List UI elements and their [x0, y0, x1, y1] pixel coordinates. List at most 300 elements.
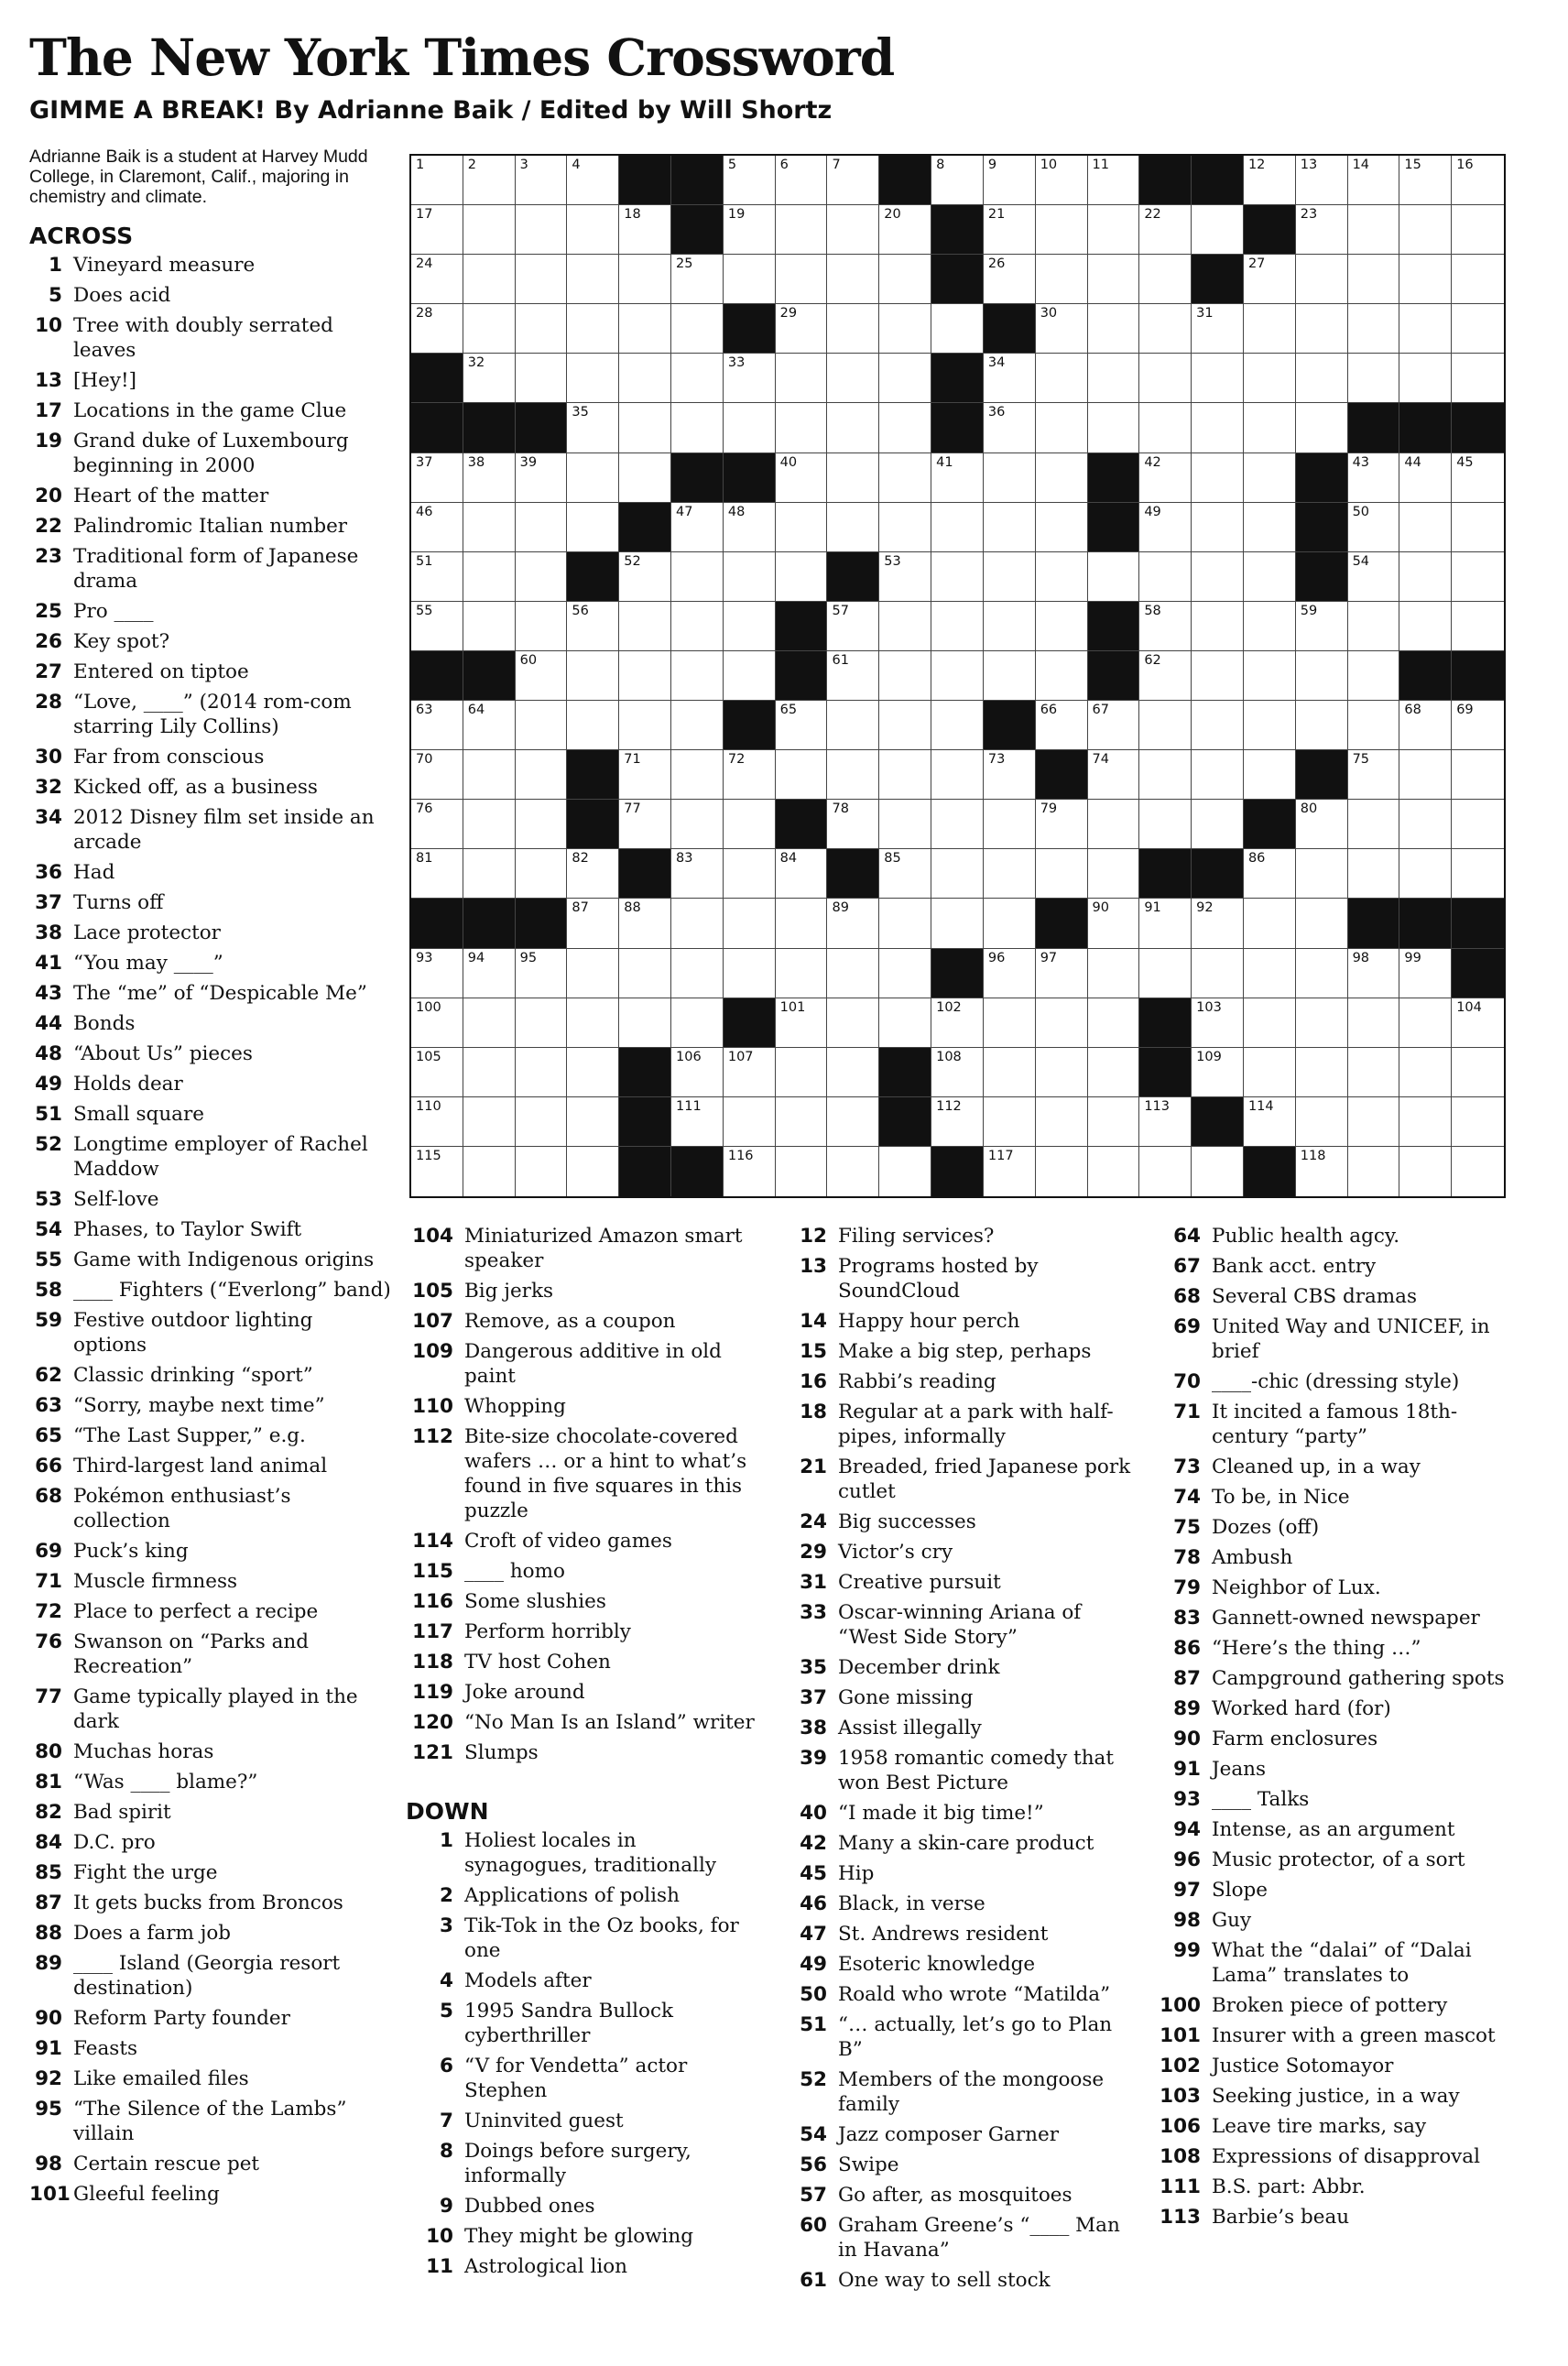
- grid-cell[interactable]: [671, 651, 724, 701]
- grid-cell[interactable]: [516, 602, 568, 651]
- grid-cell[interactable]: [1348, 602, 1400, 651]
- grid-cell[interactable]: [516, 1147, 568, 1196]
- grid-cell[interactable]: [1348, 849, 1400, 899]
- grid-cell[interactable]: [1348, 255, 1400, 304]
- grid-cell[interactable]: [567, 403, 619, 452]
- grid-cell[interactable]: [619, 750, 671, 800]
- grid-cell[interactable]: [984, 156, 1036, 205]
- grid-cell[interactable]: [1348, 1097, 1400, 1147]
- grid-cell[interactable]: [827, 949, 879, 998]
- grid-cell[interactable]: [619, 255, 671, 304]
- grid-cell[interactable]: [1192, 1048, 1244, 1097]
- grid-cell[interactable]: [1192, 602, 1244, 651]
- grid-cell[interactable]: [1139, 602, 1192, 651]
- grid-cell[interactable]: [1244, 156, 1296, 205]
- grid-cell[interactable]: [1452, 602, 1504, 651]
- grid-cell[interactable]: [1244, 304, 1296, 354]
- grid-cell[interactable]: [1192, 205, 1244, 255]
- grid-cell[interactable]: [671, 602, 724, 651]
- grid-cell[interactable]: [827, 750, 879, 800]
- grid-cell[interactable]: [671, 503, 724, 552]
- grid-cell[interactable]: [463, 1097, 516, 1147]
- grid-cell[interactable]: [776, 899, 828, 948]
- grid-cell[interactable]: [671, 403, 724, 452]
- grid-cell[interactable]: [1244, 949, 1296, 998]
- grid-cell[interactable]: [879, 701, 931, 750]
- grid-cell[interactable]: [1296, 304, 1348, 354]
- grid-cell[interactable]: [516, 800, 568, 849]
- grid-cell[interactable]: [1088, 1097, 1140, 1147]
- grid-cell[interactable]: [463, 156, 516, 205]
- grid-cell[interactable]: [984, 503, 1036, 552]
- grid-cell[interactable]: [1452, 1147, 1504, 1196]
- grid-cell[interactable]: [984, 800, 1036, 849]
- grid-cell[interactable]: [879, 1147, 931, 1196]
- grid-cell[interactable]: [671, 354, 724, 403]
- grid-cell[interactable]: [1348, 998, 1400, 1048]
- grid-cell[interactable]: [724, 899, 776, 948]
- grid-cell[interactable]: [1088, 1048, 1140, 1097]
- grid-cell[interactable]: [463, 255, 516, 304]
- grid-cell[interactable]: [619, 453, 671, 503]
- grid-cell[interactable]: [1399, 503, 1452, 552]
- grid-cell[interactable]: [619, 304, 671, 354]
- grid-cell[interactable]: [776, 304, 828, 354]
- grid-cell[interactable]: [1399, 701, 1452, 750]
- grid-cell[interactable]: [1244, 750, 1296, 800]
- grid-cell[interactable]: [1036, 304, 1088, 354]
- grid-cell[interactable]: [1036, 1097, 1088, 1147]
- grid-cell[interactable]: [1139, 701, 1192, 750]
- grid-cell[interactable]: [879, 750, 931, 800]
- grid-cell[interactable]: [411, 602, 463, 651]
- grid-cell[interactable]: [984, 453, 1036, 503]
- grid-cell[interactable]: [463, 849, 516, 899]
- grid-cell[interactable]: [1192, 701, 1244, 750]
- grid-cell[interactable]: [1296, 800, 1348, 849]
- grid-cell[interactable]: [1348, 156, 1400, 205]
- grid-cell[interactable]: [1452, 849, 1504, 899]
- grid-cell[interactable]: [567, 304, 619, 354]
- grid-cell[interactable]: [671, 750, 724, 800]
- grid-cell[interactable]: [516, 304, 568, 354]
- grid-cell[interactable]: [776, 849, 828, 899]
- grid-cell[interactable]: [619, 403, 671, 452]
- grid-cell[interactable]: [411, 453, 463, 503]
- grid-cell[interactable]: [1244, 1097, 1296, 1147]
- grid-cell[interactable]: [671, 1097, 724, 1147]
- grid-cell[interactable]: [827, 156, 879, 205]
- grid-cell[interactable]: [1452, 304, 1504, 354]
- grid-cell[interactable]: [984, 651, 1036, 701]
- grid-cell[interactable]: [1244, 503, 1296, 552]
- grid-cell[interactable]: [1244, 255, 1296, 304]
- grid-cell[interactable]: [411, 849, 463, 899]
- grid-cell[interactable]: [1088, 403, 1140, 452]
- grid-cell[interactable]: [1452, 552, 1504, 602]
- grid-cell[interactable]: [1296, 1147, 1348, 1196]
- grid-cell[interactable]: [411, 304, 463, 354]
- grid-cell[interactable]: [671, 255, 724, 304]
- grid-cell[interactable]: [411, 998, 463, 1048]
- grid-cell[interactable]: [1036, 602, 1088, 651]
- grid-cell[interactable]: [724, 1048, 776, 1097]
- grid-cell[interactable]: [1036, 849, 1088, 899]
- grid-cell[interactable]: [1192, 750, 1244, 800]
- grid-cell[interactable]: [411, 552, 463, 602]
- grid-cell[interactable]: [879, 998, 931, 1048]
- grid-cell[interactable]: [724, 552, 776, 602]
- grid-cell[interactable]: [931, 800, 984, 849]
- grid-cell[interactable]: [931, 304, 984, 354]
- grid-cell[interactable]: [411, 503, 463, 552]
- grid-cell[interactable]: [827, 255, 879, 304]
- grid-cell[interactable]: [1036, 453, 1088, 503]
- grid-cell[interactable]: [516, 750, 568, 800]
- grid-cell[interactable]: [567, 1147, 619, 1196]
- grid-cell[interactable]: [1036, 255, 1088, 304]
- grid-cell[interactable]: [724, 949, 776, 998]
- grid-cell[interactable]: [516, 205, 568, 255]
- grid-cell[interactable]: [1036, 1147, 1088, 1196]
- grid-cell[interactable]: [1088, 750, 1140, 800]
- grid-cell[interactable]: [724, 602, 776, 651]
- grid-cell[interactable]: [879, 949, 931, 998]
- grid-cell[interactable]: [931, 1097, 984, 1147]
- grid-cell[interactable]: [1452, 701, 1504, 750]
- grid-cell[interactable]: [567, 998, 619, 1048]
- grid-cell[interactable]: [1399, 255, 1452, 304]
- grid-cell[interactable]: [1399, 998, 1452, 1048]
- grid-cell[interactable]: [724, 156, 776, 205]
- grid-cell[interactable]: [567, 1048, 619, 1097]
- grid-cell[interactable]: [671, 304, 724, 354]
- grid-cell[interactable]: [1348, 651, 1400, 701]
- grid-cell[interactable]: [724, 849, 776, 899]
- grid-cell[interactable]: [776, 503, 828, 552]
- grid-cell[interactable]: [1452, 354, 1504, 403]
- grid-cell[interactable]: [1452, 750, 1504, 800]
- grid-cell[interactable]: [1399, 205, 1452, 255]
- grid-cell[interactable]: [1139, 552, 1192, 602]
- grid-cell[interactable]: [1088, 552, 1140, 602]
- grid-cell[interactable]: [1296, 651, 1348, 701]
- grid-cell[interactable]: [827, 1048, 879, 1097]
- grid-cell[interactable]: [1036, 701, 1088, 750]
- grid-cell[interactable]: [1139, 899, 1192, 948]
- grid-cell[interactable]: [567, 949, 619, 998]
- grid-cell[interactable]: [619, 899, 671, 948]
- grid-cell[interactable]: [984, 205, 1036, 255]
- grid-cell[interactable]: [463, 750, 516, 800]
- grid-cell[interactable]: [1088, 205, 1140, 255]
- grid-cell[interactable]: [463, 453, 516, 503]
- grid-cell[interactable]: [1088, 1147, 1140, 1196]
- grid-cell[interactable]: [1348, 453, 1400, 503]
- grid-cell[interactable]: [1036, 156, 1088, 205]
- grid-cell[interactable]: [827, 602, 879, 651]
- grid-cell[interactable]: [1139, 503, 1192, 552]
- grid-cell[interactable]: [984, 403, 1036, 452]
- grid-cell[interactable]: [1139, 1147, 1192, 1196]
- grid-cell[interactable]: [776, 1147, 828, 1196]
- grid-cell[interactable]: [1192, 552, 1244, 602]
- grid-cell[interactable]: [1139, 651, 1192, 701]
- grid-cell[interactable]: [411, 949, 463, 998]
- grid-cell[interactable]: [984, 602, 1036, 651]
- grid-cell[interactable]: [463, 998, 516, 1048]
- grid-cell[interactable]: [1088, 949, 1140, 998]
- grid-cell[interactable]: [827, 1147, 879, 1196]
- grid-cell[interactable]: [1296, 849, 1348, 899]
- grid-cell[interactable]: [724, 750, 776, 800]
- grid-cell[interactable]: [619, 800, 671, 849]
- grid-cell[interactable]: [567, 602, 619, 651]
- grid-cell[interactable]: [411, 1147, 463, 1196]
- grid-cell[interactable]: [1399, 602, 1452, 651]
- grid-cell[interactable]: [1036, 949, 1088, 998]
- grid-cell[interactable]: [776, 750, 828, 800]
- grid-cell[interactable]: [516, 354, 568, 403]
- grid-cell[interactable]: [879, 800, 931, 849]
- grid-cell[interactable]: [776, 949, 828, 998]
- grid-cell[interactable]: [671, 552, 724, 602]
- grid-cell[interactable]: [567, 701, 619, 750]
- grid-cell[interactable]: [567, 1097, 619, 1147]
- grid-cell[interactable]: [1139, 1097, 1192, 1147]
- grid-cell[interactable]: [1399, 156, 1452, 205]
- grid-cell[interactable]: [567, 205, 619, 255]
- grid-cell[interactable]: [619, 949, 671, 998]
- grid-cell[interactable]: [931, 651, 984, 701]
- grid-cell[interactable]: [619, 205, 671, 255]
- grid-cell[interactable]: [1296, 701, 1348, 750]
- grid-cell[interactable]: [1348, 205, 1400, 255]
- grid-cell[interactable]: [1036, 503, 1088, 552]
- grid-cell[interactable]: [931, 899, 984, 948]
- grid-cell[interactable]: [776, 552, 828, 602]
- grid-cell[interactable]: [931, 552, 984, 602]
- grid-cell[interactable]: [1192, 651, 1244, 701]
- grid-cell[interactable]: [1244, 849, 1296, 899]
- grid-cell[interactable]: [1296, 998, 1348, 1048]
- grid-cell[interactable]: [463, 503, 516, 552]
- grid-cell[interactable]: [1452, 205, 1504, 255]
- grid-cell[interactable]: [1244, 453, 1296, 503]
- grid-cell[interactable]: [1244, 701, 1296, 750]
- grid-cell[interactable]: [1244, 552, 1296, 602]
- grid-cell[interactable]: [411, 1048, 463, 1097]
- grid-cell[interactable]: [1452, 1097, 1504, 1147]
- grid-cell[interactable]: [1452, 503, 1504, 552]
- grid-cell[interactable]: [1036, 651, 1088, 701]
- grid-cell[interactable]: [1296, 403, 1348, 452]
- grid-cell[interactable]: [1348, 800, 1400, 849]
- grid-cell[interactable]: [984, 750, 1036, 800]
- grid-cell[interactable]: [671, 701, 724, 750]
- grid-cell[interactable]: [1192, 800, 1244, 849]
- grid-cell[interactable]: [827, 354, 879, 403]
- grid-cell[interactable]: [984, 1097, 1036, 1147]
- grid-cell[interactable]: [1139, 949, 1192, 998]
- grid-cell[interactable]: [516, 503, 568, 552]
- grid-cell[interactable]: [1348, 701, 1400, 750]
- grid-cell[interactable]: [776, 453, 828, 503]
- grid-cell[interactable]: [1452, 156, 1504, 205]
- grid-cell[interactable]: [1244, 998, 1296, 1048]
- grid-cell[interactable]: [1296, 899, 1348, 948]
- grid-cell[interactable]: [567, 849, 619, 899]
- grid-cell[interactable]: [463, 800, 516, 849]
- grid-cell[interactable]: [776, 255, 828, 304]
- grid-cell[interactable]: [724, 403, 776, 452]
- grid-cell[interactable]: [1139, 205, 1192, 255]
- grid-cell[interactable]: [827, 403, 879, 452]
- grid-cell[interactable]: [1088, 800, 1140, 849]
- grid-cell[interactable]: [516, 156, 568, 205]
- grid-cell[interactable]: [931, 849, 984, 899]
- grid-cell[interactable]: [567, 651, 619, 701]
- grid-cell[interactable]: [1192, 1147, 1244, 1196]
- grid-cell[interactable]: [1399, 949, 1452, 998]
- grid-cell[interactable]: [879, 205, 931, 255]
- grid-cell[interactable]: [1244, 354, 1296, 403]
- grid-cell[interactable]: [516, 998, 568, 1048]
- grid-cell[interactable]: [463, 205, 516, 255]
- grid-cell[interactable]: [1348, 949, 1400, 998]
- grid-cell[interactable]: [879, 503, 931, 552]
- grid-cell[interactable]: [931, 453, 984, 503]
- grid-cell[interactable]: [1296, 255, 1348, 304]
- grid-cell[interactable]: [879, 304, 931, 354]
- grid-cell[interactable]: [1088, 156, 1140, 205]
- grid-cell[interactable]: [411, 701, 463, 750]
- grid-cell[interactable]: [879, 899, 931, 948]
- grid-cell[interactable]: [1088, 849, 1140, 899]
- grid-cell[interactable]: [567, 156, 619, 205]
- grid-cell[interactable]: [1296, 602, 1348, 651]
- grid-cell[interactable]: [827, 453, 879, 503]
- grid-cell[interactable]: [567, 255, 619, 304]
- grid-cell[interactable]: [619, 998, 671, 1048]
- grid-cell[interactable]: [776, 1097, 828, 1147]
- grid-cell[interactable]: [411, 800, 463, 849]
- grid-cell[interactable]: [463, 1048, 516, 1097]
- grid-cell[interactable]: [827, 701, 879, 750]
- grid-cell[interactable]: [776, 1048, 828, 1097]
- grid-cell[interactable]: [1036, 800, 1088, 849]
- grid-cell[interactable]: [1244, 1048, 1296, 1097]
- grid-cell[interactable]: [516, 651, 568, 701]
- grid-cell[interactable]: [1036, 1048, 1088, 1097]
- grid-cell[interactable]: [463, 354, 516, 403]
- grid-cell[interactable]: [776, 998, 828, 1048]
- grid-cell[interactable]: [931, 602, 984, 651]
- grid-cell[interactable]: [827, 651, 879, 701]
- grid-cell[interactable]: [411, 156, 463, 205]
- grid-cell[interactable]: [1296, 949, 1348, 998]
- grid-cell[interactable]: [1399, 552, 1452, 602]
- grid-cell[interactable]: [1139, 354, 1192, 403]
- grid-cell[interactable]: [879, 651, 931, 701]
- grid-cell[interactable]: [671, 800, 724, 849]
- grid-cell[interactable]: [879, 354, 931, 403]
- grid-cell[interactable]: [827, 205, 879, 255]
- grid-cell[interactable]: [567, 899, 619, 948]
- grid-cell[interactable]: [1348, 304, 1400, 354]
- grid-cell[interactable]: [516, 1048, 568, 1097]
- grid-cell[interactable]: [1088, 255, 1140, 304]
- grid-cell[interactable]: [1348, 354, 1400, 403]
- grid-cell[interactable]: [1088, 899, 1140, 948]
- grid-cell[interactable]: [1244, 651, 1296, 701]
- grid-cell[interactable]: [463, 701, 516, 750]
- grid-cell[interactable]: [776, 403, 828, 452]
- grid-cell[interactable]: [463, 552, 516, 602]
- grid-cell[interactable]: [1399, 849, 1452, 899]
- grid-cell[interactable]: [724, 354, 776, 403]
- grid-cell[interactable]: [1296, 156, 1348, 205]
- grid-cell[interactable]: [879, 453, 931, 503]
- grid-cell[interactable]: [1139, 750, 1192, 800]
- grid-cell[interactable]: [1192, 949, 1244, 998]
- grid-cell[interactable]: [879, 403, 931, 452]
- grid-cell[interactable]: [724, 205, 776, 255]
- grid-cell[interactable]: [1139, 255, 1192, 304]
- grid-cell[interactable]: [984, 255, 1036, 304]
- grid-cell[interactable]: [724, 503, 776, 552]
- grid-cell[interactable]: [1088, 354, 1140, 403]
- grid-cell[interactable]: [619, 354, 671, 403]
- grid-cell[interactable]: [1348, 1048, 1400, 1097]
- grid-cell[interactable]: [931, 1048, 984, 1097]
- grid-cell[interactable]: [1296, 354, 1348, 403]
- grid-cell[interactable]: [931, 750, 984, 800]
- grid-cell[interactable]: [463, 949, 516, 998]
- grid-cell[interactable]: [516, 552, 568, 602]
- grid-cell[interactable]: [671, 899, 724, 948]
- grid-cell[interactable]: [619, 651, 671, 701]
- grid-cell[interactable]: [619, 602, 671, 651]
- grid-cell[interactable]: [1036, 998, 1088, 1048]
- grid-cell[interactable]: [567, 453, 619, 503]
- grid-cell[interactable]: [1399, 1097, 1452, 1147]
- grid-cell[interactable]: [724, 800, 776, 849]
- grid-cell[interactable]: [1139, 800, 1192, 849]
- grid-cell[interactable]: [619, 552, 671, 602]
- grid-cell[interactable]: [516, 255, 568, 304]
- grid-cell[interactable]: [984, 949, 1036, 998]
- grid-cell[interactable]: [1036, 552, 1088, 602]
- grid-cell[interactable]: [931, 503, 984, 552]
- grid-cell[interactable]: [1088, 304, 1140, 354]
- grid-cell[interactable]: [1399, 453, 1452, 503]
- grid-cell[interactable]: [827, 800, 879, 849]
- grid-cell[interactable]: [776, 354, 828, 403]
- grid-cell[interactable]: [776, 701, 828, 750]
- grid-cell[interactable]: [1036, 354, 1088, 403]
- grid-cell[interactable]: [1192, 354, 1244, 403]
- grid-cell[interactable]: [879, 255, 931, 304]
- grid-cell[interactable]: [1244, 403, 1296, 452]
- grid-cell[interactable]: [984, 552, 1036, 602]
- grid-cell[interactable]: [931, 156, 984, 205]
- grid-cell[interactable]: [1088, 701, 1140, 750]
- grid-cell[interactable]: [1192, 998, 1244, 1048]
- grid-cell[interactable]: [411, 750, 463, 800]
- grid-cell[interactable]: [827, 503, 879, 552]
- grid-cell[interactable]: [1399, 1048, 1452, 1097]
